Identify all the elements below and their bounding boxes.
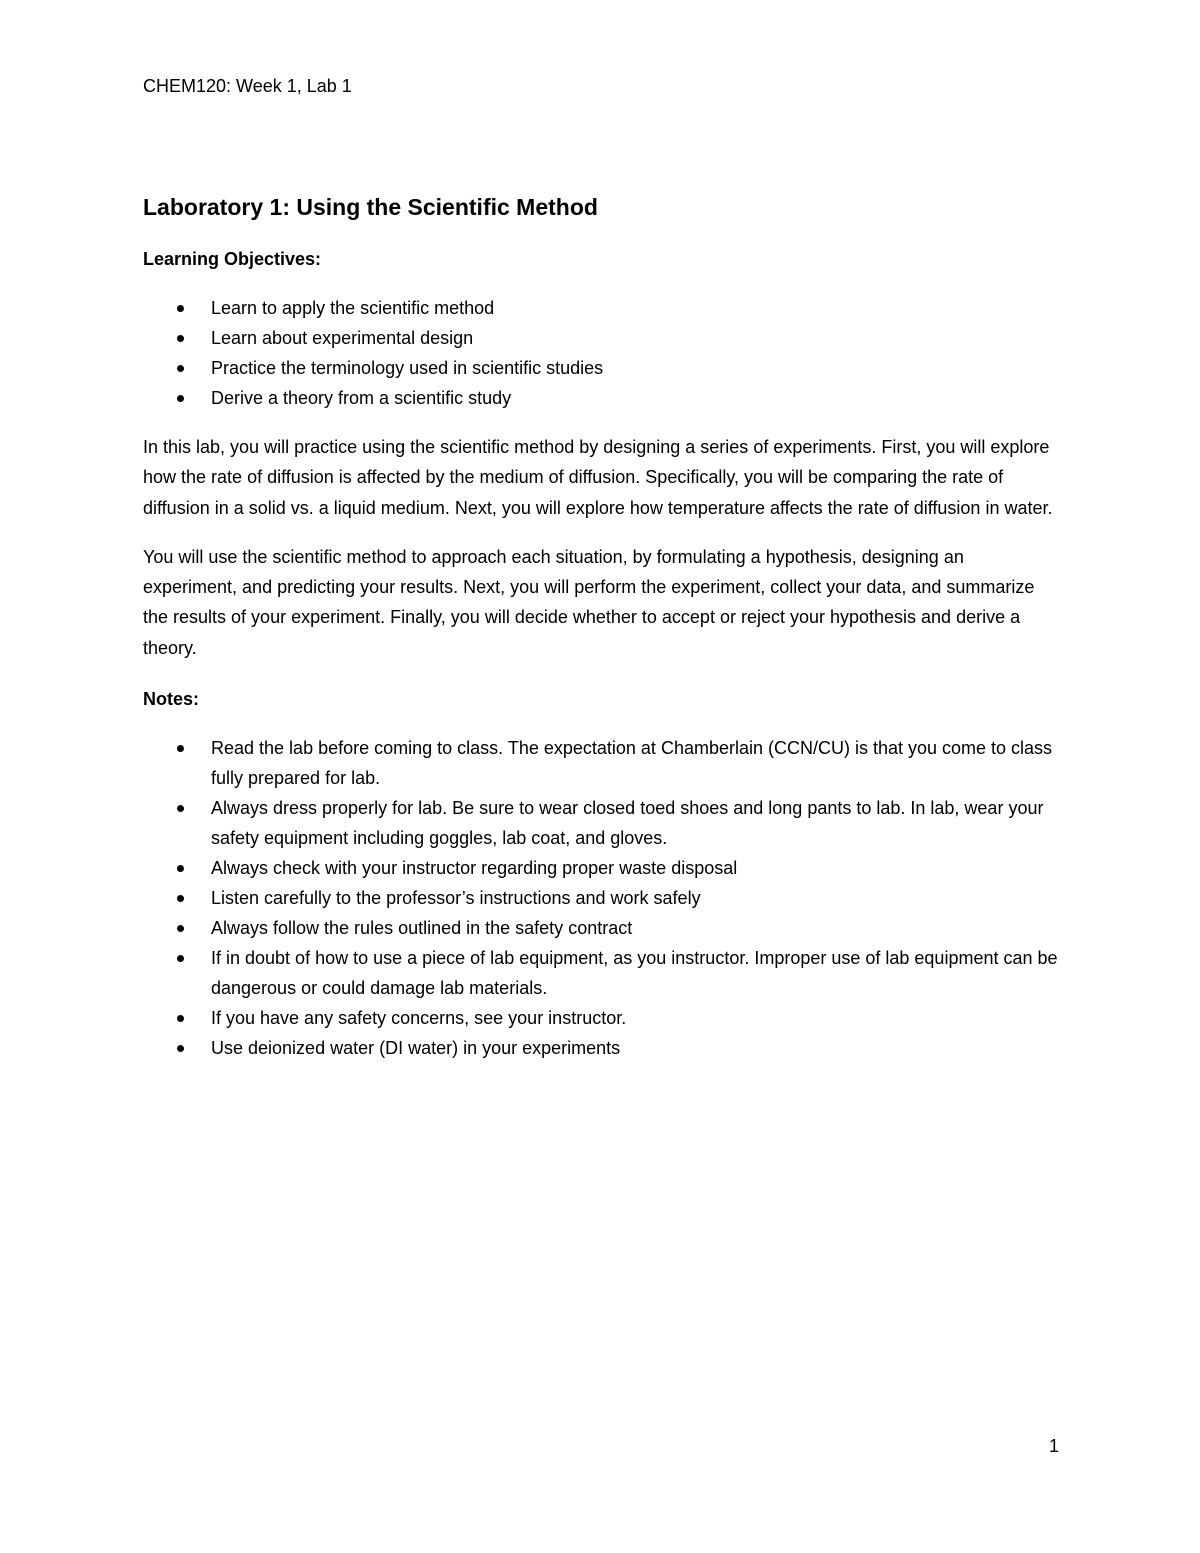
objectives-heading: Learning Objectives: xyxy=(143,249,322,269)
bullet-icon xyxy=(177,745,184,752)
objective-text: Learn to apply the scientific method xyxy=(211,298,495,318)
note-item xyxy=(143,853,1058,883)
note-text: Always follow the rules outlined in the safety contract xyxy=(211,918,633,939)
note-text: Read the lab before coming to class. The expectation at Chamberlain (CCN/CU) is that you come to class fully prepared for lab. xyxy=(211,738,1053,789)
bullet-icon xyxy=(177,305,184,312)
note-item xyxy=(143,1033,1058,1063)
note-text: If in doubt of how to use a piece of lab equipment, as you instructor. Improper use of lab equipment can be dangerous or could damage lab materials. xyxy=(211,948,1058,999)
note-item xyxy=(143,733,1058,793)
bullet-icon xyxy=(177,335,184,342)
bullet-icon xyxy=(177,1045,184,1052)
bullet-icon xyxy=(177,925,184,932)
note-text: If you have any safety concerns, see your instructor. xyxy=(211,1008,627,1029)
objective-text: Practice the terminology used in scientific studies xyxy=(211,358,604,378)
notes-heading: Notes: xyxy=(143,689,200,710)
objective-item xyxy=(143,293,1058,323)
bullet-icon xyxy=(177,805,184,812)
method-paragraph: You will use the scientific method to approach each situation, by formulating a hypothesis, designing an experiment, and predicting your results. Next, you will perform the experiment, collect your data, and summarize the results of your experiment. Finally, you will decide whether to accept or reject your hypothesis and derive a theory. xyxy=(143,546,1035,658)
note-item xyxy=(143,793,1058,853)
objective-item xyxy=(143,353,1058,383)
bullet-icon xyxy=(177,395,184,402)
note-text: Use deionized water (DI water) in your experiments xyxy=(211,1038,621,1059)
note-text: Always check with your instructor regarding proper waste disposal xyxy=(211,858,738,879)
note-item xyxy=(143,943,1058,1003)
notes-list xyxy=(143,733,1058,1063)
intro-paragraph: In this lab, you will practice using the scientific method by designing a series of experiments. First, you will explore how the rate of diffusion is affected by the medium of diffusion. Specifically, you will be comparing the rate of diffusion in a solid vs. a liquid medium. Next, you will explore how temperature affects the rate of diffusion in water. xyxy=(143,437,1053,518)
note-text: Listen carefully to the professor’s instructions and work safely xyxy=(211,888,701,909)
bullet-icon xyxy=(177,865,184,872)
note-item xyxy=(143,913,1058,943)
bullet-icon xyxy=(177,365,184,372)
note-text: Always dress properly for lab. Be sure to wear closed toed shoes and long pants to lab. In lab, wear your safety equipment including goggles, lab coat, and gloves. xyxy=(211,798,1044,849)
objective-item xyxy=(143,383,1058,413)
note-item xyxy=(143,883,1058,913)
document-body xyxy=(143,191,1058,1063)
bullet-icon xyxy=(177,895,184,902)
objective-text: Derive a theory from a scientific study xyxy=(211,388,512,408)
bullet-icon xyxy=(177,955,184,962)
objective-text: Learn about experimental design xyxy=(211,328,474,348)
document-title: Laboratory 1: Using the Scientific Method xyxy=(143,194,598,220)
page-number: 1 xyxy=(1049,1436,1060,1456)
bullet-icon xyxy=(177,1015,184,1022)
objectives-list xyxy=(143,293,1058,413)
objective-item xyxy=(143,323,1058,353)
running-header: CHEM120: Week 1, Lab 1 xyxy=(143,76,352,96)
note-item xyxy=(143,1003,1058,1033)
